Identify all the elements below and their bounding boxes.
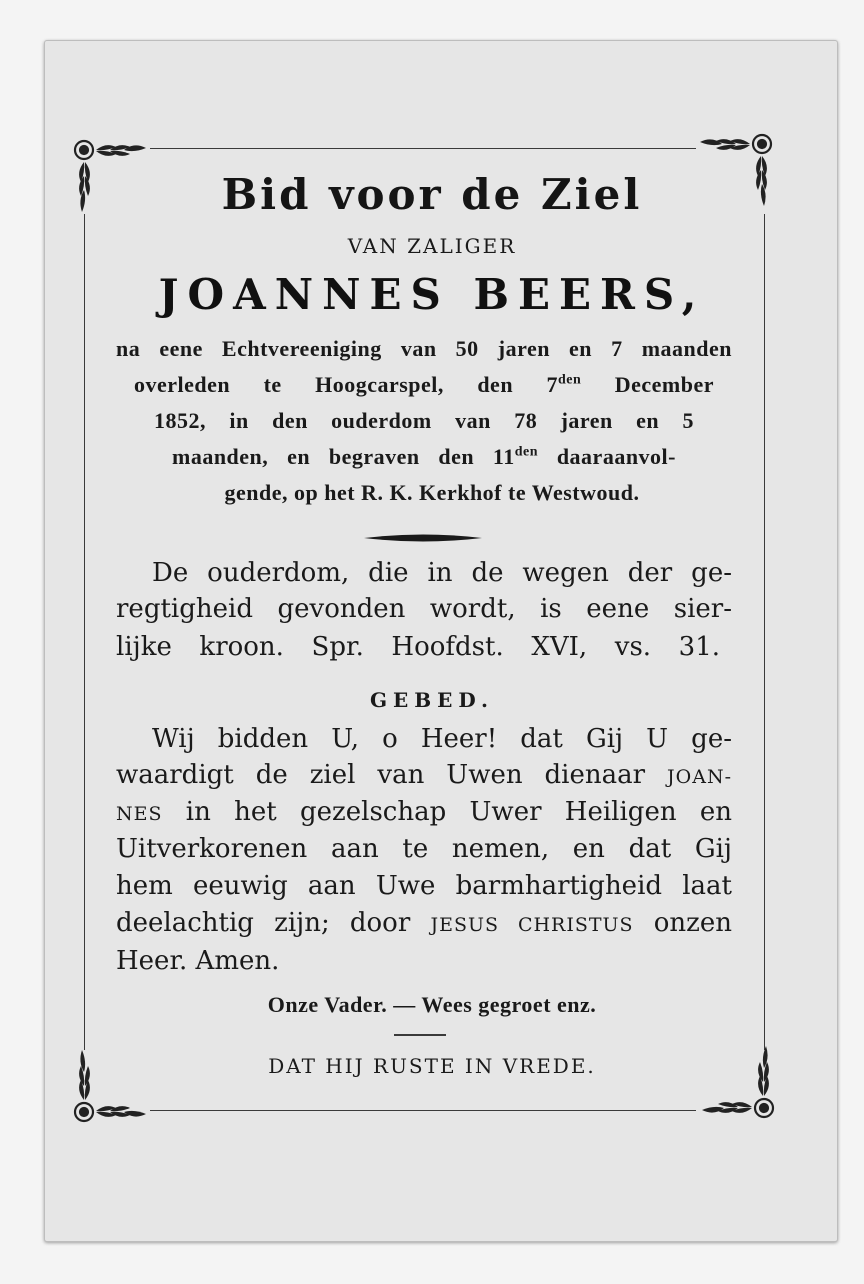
- scripture-line: lijke kroon. Spr. Hoofdst. XVI, vs. 31.: [116, 632, 720, 662]
- prayer-line: waardigt de ziel van Uwen dienaar JOAN-: [116, 760, 732, 790]
- border-top: [150, 148, 696, 149]
- prayer-heading: GEBED.: [369, 688, 495, 712]
- card-subheading: VAN ZALIGER: [347, 234, 517, 258]
- final-blessing: DAT HIJ RUSTE IN VREDE.: [268, 1054, 596, 1078]
- bio-line: overleden te Hoogcarspel, den $7^{den}$ December: [134, 372, 714, 397]
- prayer-line: Uitverkorenen aan te nemen, en dat Gij: [116, 834, 732, 864]
- closing-rule: [394, 1034, 446, 1036]
- prayer-line: Wij bidden U, o Heer! dat Gij U ge-: [152, 724, 732, 754]
- bio-line: na eene Echtvereeniging van 50 jaren en 7 maanden: [116, 336, 732, 361]
- closing-prayers: Onze Vader. — Wees gegroet enz.: [267, 992, 597, 1017]
- prayer-line: hem eeuwig aan Uwe barmhartigheid laat: [116, 871, 732, 901]
- deceased-name: JOANNES BEERS,: [158, 270, 706, 319]
- border-left: [84, 214, 85, 1050]
- scripture-line: De ouderdom, die in de wegen der ge-: [152, 558, 732, 588]
- bio-line: maanden, en begraven den $11^{den}$ daaraanvol-: [172, 444, 676, 469]
- card-heading: Bid voor de Ziel: [221, 170, 643, 219]
- scripture-line: regtigheid gevonden wordt, is eene sier-: [116, 594, 732, 624]
- divider-ornament: [362, 531, 484, 545]
- border-right: [764, 214, 765, 1050]
- bio-line: 1852, in den ouderdom van 78 jaren en 5: [154, 408, 694, 433]
- border-bottom: [150, 1110, 696, 1111]
- prayer-line: deelachtig zijn; door JESUS CHRISTUS onzen: [116, 908, 732, 938]
- bio-line: gende, op het R. K. Kerkhof te Westwoud.: [224, 480, 640, 505]
- prayer-line: NES in het gezelschap Uwer Heiligen en: [116, 797, 732, 827]
- prayer-line: Heer. Amen.: [116, 946, 280, 976]
